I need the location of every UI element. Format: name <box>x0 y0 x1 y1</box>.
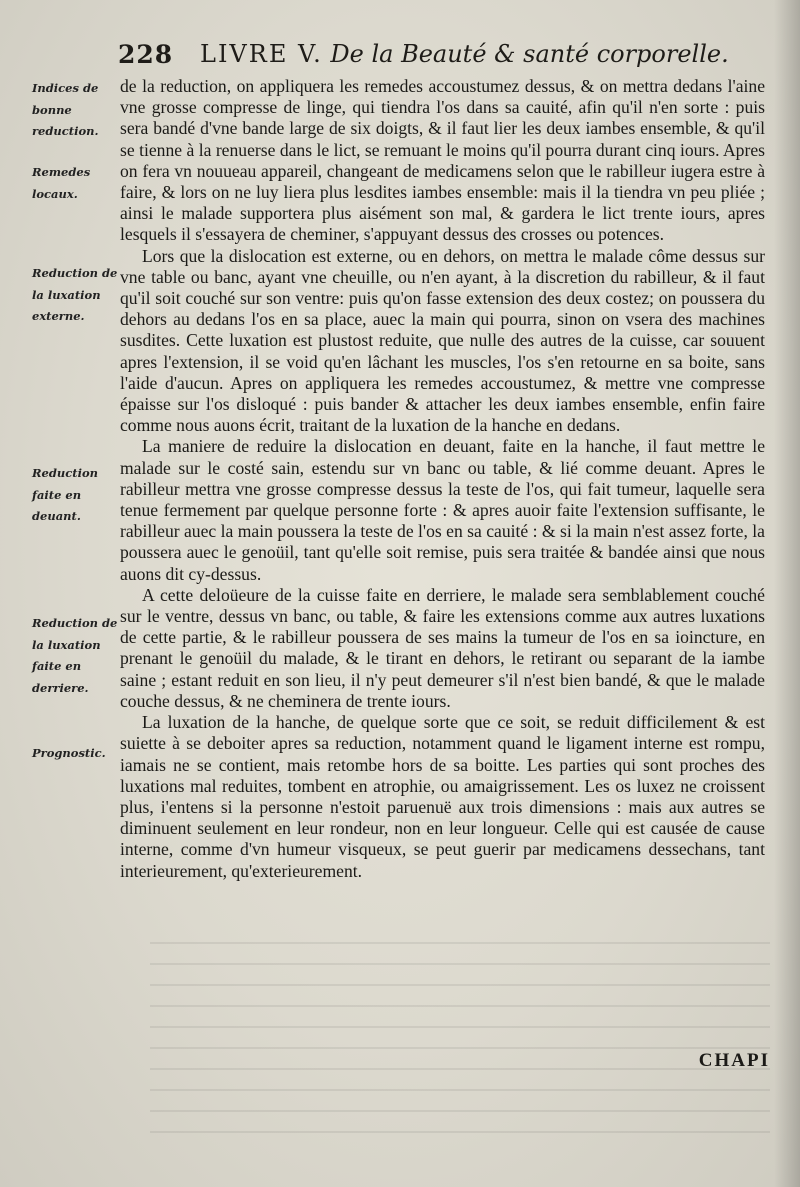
paragraph-reduction-end: de la reduction, on appliquera les remedes accoustumez dessus, & on mettra dedans l'aine vne grosse compresse de linge, qui tiendra l'os dans sa cauité, afin qu'il n'en sorte : puis sera bandé d'vne bande large de six doigts, & il faut lier les deux iambes ensemble, & qu'il se tienne à la renuerse dans le lict, se remuant le moins qu'il pourra durant cinq iours. Apres on fera vn nouueau appareil, changeant de medicamens selon que le rabilleur iugera estre à faire, & lors on ne luy liera plus lesdites iambes ensemble: mais il la tiendra vn peu pliée ; ainsi le malade supportera plus aisément son mal, & gardera le lict trente iours, apres lesquels il s'essayera de cheminer, s'appuyant dessus des crosses ou potences. <box>120 76 765 245</box>
page-header <box>118 38 758 78</box>
margin-note-luxation-externe: Reduction de la luxation externe. <box>32 266 118 323</box>
margin-note-deuant: Reduction faite en deuant. <box>32 466 98 523</box>
running-title-subject: De la Beauté & santé corporelle. <box>330 40 729 68</box>
paragraph-luxation-deuant: La maniere de reduire la dislocation en deuant, faite en la hanche, il faut mettre le malade sur le costé sain, estendu sur vn banc ou table, & lié comme deuant. Apres le rabilleur mettra vne grosse compresse dessus la teste de l'os, qui fait tumeur, laquelle sera tenue fermement par quelque personne forte : & apres auoir faite l'extension suffisante, le rabilleur auec la main poussera la teste de l'os en sa cauité : & si la main n'est assez forte, la poussera auec le genoüil, tant qu'elle soit remise, puis sera traitée & bandée ainsi que nous auons dit cy-dessus. <box>120 436 765 584</box>
page-number: 228 <box>118 40 174 69</box>
main-text <box>120 76 765 882</box>
paragraph-luxation-derriere: A cette deloüeure de la cuisse faite en derriere, le malade sera semblablement couché sur le ventre, dessus vn banc, ou table, & faire les extensions comme aux autres luxations de cette partie, & le rabilleur poussera de ses mains la tumeur de l'os en sa ioincture, en prenant le genoüil du malade, & le tirant en dehors, le retirant ou separant de la iambe saine ; estant reduit en son lieu, il n'y peut demeurer s'il n'est bien bandé, & que le malade couche dessus, & ne cheminera de trente iours. <box>120 584 765 711</box>
page-edge-shadow <box>774 0 800 1187</box>
running-title <box>200 40 729 68</box>
catchword: CHAPI <box>698 1050 770 1071</box>
margin-note-prognostic: Prognostic. <box>32 746 106 760</box>
show-through-texture <box>150 930 770 1150</box>
margin-note-indices: Indices de bonne reduction. <box>32 81 99 138</box>
running-title-livre: LIVRE V. <box>200 40 323 68</box>
margin-note-remedes: Remedes locaux. <box>32 165 91 201</box>
paragraph-prognostic: La luxation de la hanche, de quelque sorte que ce soit, se reduit difficilement & est suiette à se deboiter apres sa reduction, notamment quand le ligament interne est rompu, iamais ne se contient, mais retombe hors de sa boitte. Les parties qui sont proches des luxations mal reduites, tombent en atrophie, ou amaigrissement. Les os luxez ne croissent plus, i'entens si la personne n'estoit paruenuë aux trois dimensions : mais aux autres se diminuent seulement en leur rondeur, non en leur longueur. Celle qui est causée de cause interne, comme d'vn humeur visqueux, se peut guerir par medicamens dessechans, tant interieurement, qu'exterieurement. <box>120 712 765 881</box>
paragraph-luxation-externe: Lors que la dislocation est externe, ou en dehors, on mettra le malade côme dessus sur vne table ou banc, ayant vne cheuille, ou n'en ayant, à la discretion du rabilleur, & il faut qu'il soit couché sur son ventre: puis qu'on fasse extension des deux costez; on poussera du dehors au dedans l'os en sa place, auec la main qui pourra, sinon on vsera des machines susdites. Cette luxation est plustost reduite, que nulle des autres de la cuisse, car souuent apres l'extension, il se void qu'en lâchant les muscles, l'os s'en retourne en sa boite, sans l'aide d'aucun. Apres on appliquera les remedes accoustumez, & mettre vne compresse épaisse sur l'os disloqué : puis bander & attacher les deux iambes ensemble, enfin faire comme nous auons écrit, traitant de la luxation de la hanche en dedans. <box>120 245 765 436</box>
margin-note-derriere: Reduction de la luxation faite en derriere. <box>32 616 118 695</box>
